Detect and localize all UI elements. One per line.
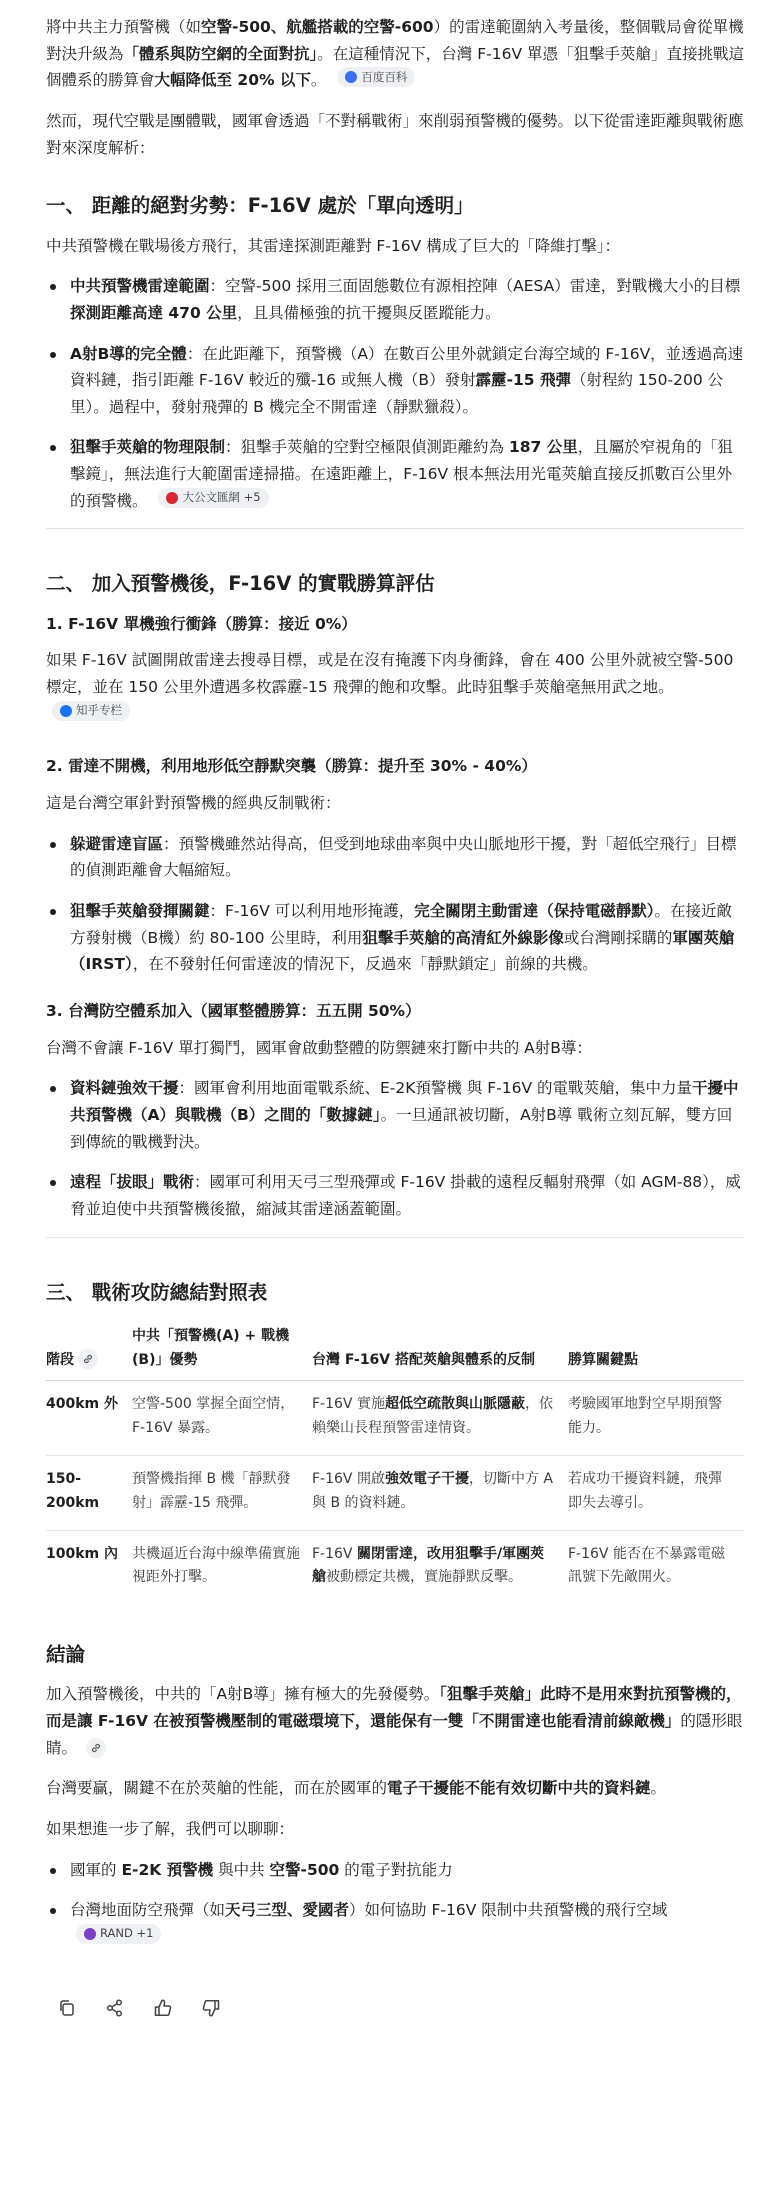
- section-3-title: 三、 戰術攻防總結對照表: [46, 1280, 268, 1304]
- link-icon[interactable]: [86, 1738, 106, 1758]
- conclusion-paragraph-3: 如果想進一步了解，我們可以聊聊：: [46, 1820, 295, 1838]
- section-1-title: 一、 距離的絕對劣勢：F-16V 處於「單向透明」: [46, 194, 474, 218]
- source-chip-takungpao[interactable]: 大公文匯網 +5: [158, 488, 268, 508]
- table-cell: 預警機指揮 B 機「靜默發射」霹靂-15 飛彈。: [132, 1455, 312, 1530]
- section-1-lead: 中共預警機在戰場後方飛行，其雷達探測距離對 F-16V 構成了巨大的「降維打擊」：: [46, 236, 620, 255]
- source-chip-zhihu[interactable]: 知乎专栏: [52, 701, 130, 721]
- link-icon[interactable]: [78, 1349, 98, 1369]
- table-cell: F-16V 能否在不暴露電磁訊號下先敵開火。: [568, 1545, 725, 1586]
- share-icon[interactable]: [104, 1997, 126, 2019]
- section-2-paragraph-1: 如果 F-16V 試圖開啟雷達去搜尋目標，或是在沒有掩護下肉身衝鋒，會在 400 公里外就被空警-500 標定，並在 150 公里外遭遇多枚霹靂-15 飛彈的飽和攻擊。此時狙擊手莢艙毫無用武之地。 知乎专栏: [46, 647, 744, 727]
- section-2-paragraph-3: 台灣不會讓 F-16V 單打獨鬥，國軍會啟動整體的防禦鏈來打斷中共的 A射B導：: [46, 1038, 592, 1057]
- table-header-cell: 勝算關鍵點: [568, 1319, 744, 1381]
- table-row: [46, 1455, 744, 1530]
- table-cell: F-16V 關閉雷達，改用狙擊手/軍團莢艙被動標定共機，實施靜默反擊。: [312, 1545, 545, 1586]
- section-2-subheading-1: 1. F-16V 單機強行衝鋒（勝算：接近 0%）: [46, 614, 357, 633]
- conclusion-paragraph-2: 台灣要贏，關鍵不在於莢艙的性能，而在於國軍的電子干擾能不能有效切斷中共的資料鏈。: [46, 1779, 667, 1798]
- rand-icon: [84, 1928, 96, 1940]
- list-item: A射B導的完全體：在此距離下，預警機（A）在數百公里外就鎖定台海空域的 F-16V，並透過高速資料鏈，指引距離 F-16V 較近的殲-16 或無人機（B）發射霹靂-15 飛彈（射程約 150-200 公里）。過程中，發射飛彈的 B 機完全不開雷達（靜默獵殺）。: [46, 341, 744, 421]
- table-cell: 考驗國軍地對空早期預警能力。: [568, 1381, 744, 1456]
- copy-icon[interactable]: [56, 1997, 78, 2019]
- baidu-icon: [345, 71, 357, 83]
- intro-paragraph-2: 然而，現代空戰是團體戰，國軍會透過「不對稱戰術」來削弱預警機的優勢。以下從雷達距離與戰術應對來深度解析：: [46, 111, 744, 157]
- thumbs-down-icon[interactable]: [200, 1997, 222, 2019]
- table-cell: 共機逼近台海中線準備實施視距外打擊。: [132, 1545, 300, 1586]
- zhihu-icon: [60, 705, 72, 717]
- takungpao-icon: [166, 492, 178, 504]
- source-chip-baidu[interactable]: 百度百科: [337, 67, 415, 87]
- list-item: 遠程「拔眼」戰術：國軍可利用天弓三型飛彈或 F-16V 掛載的遠程反輻射飛彈（如 AGM-88），威脅並迫使中共預警機後撤，縮減其雷達涵蓋範圍。: [46, 1169, 744, 1222]
- section-1-list: [46, 273, 744, 514]
- list-item: 國軍的 E-2K 預警機 與中共 空警-500 的電子對抗能力: [46, 1857, 744, 1884]
- intro-paragraph-1: 將中共主力預警機（如空警-500、航艦搭載的空警-600）的雷達範圍納入考量後，整個戰局會從單機對決升級為「體系與防空網的全面對抗」。在這種情況下，台灣 F-16V 單憑「狙擊手莢艙」直接挑戰這個體系的勝算會大幅降低至 20% 以下。 百度百科: [46, 18, 744, 90]
- summary-table: [46, 1319, 744, 1604]
- section-2-subheading-2: 2. 雷達不開機，利用地形低空靜默突襲（勝算：提升至 30% - 40%）: [46, 757, 537, 776]
- table-cell: 空警-500 掌握全面空情，F-16V 暴露。: [132, 1381, 312, 1456]
- table-row: [46, 1530, 744, 1604]
- divider: [46, 528, 744, 529]
- response-actions: [46, 1997, 744, 2019]
- conclusion-paragraph-1: 加入預警機後，中共的「A射B導」擁有極大的先發優勢。「狙擊手莢艙」此時不是用來對抗預警機的，而是讓 F-16V 在被預警機壓制的電磁環境下，還能保有一雙「不開雷達也能看清前線敵機」的隱形眼睛。: [46, 1685, 743, 1757]
- divider: [46, 1237, 744, 1238]
- section-2-subheading-3: 3. 台灣防空體系加入（國軍整體勝算：五五開 50%）: [46, 1001, 421, 1020]
- conclusion-title: 結論: [46, 1643, 86, 1667]
- table-header-cell: 台灣 F-16V 搭配莢艙與體系的反制: [312, 1319, 568, 1381]
- section-2-list-2: [46, 1075, 744, 1222]
- table-cell: 100km 內: [46, 1545, 118, 1562]
- table-cell: F-16V 開啟強效電子干擾，切斷中方 A 與 B 的資料鏈。: [312, 1455, 568, 1530]
- thumbs-up-icon[interactable]: [152, 1997, 174, 2019]
- list-item: 躲避雷達盲區：預警機雖然站得高，但受到地球曲率與中央山脈地形干擾，對「超低空飛行」目標的偵測距離會大幅縮短。: [46, 831, 744, 884]
- table-cell: 若成功干擾資料鏈，飛彈即失去導引。: [568, 1455, 744, 1530]
- section-2-paragraph-2: 這是台灣空軍針對預警機的經典反制戰術：: [46, 793, 341, 812]
- section-2-list-1: [46, 831, 744, 978]
- list-item: 中共預警機雷達範圍：空警-500 採用三面固態數位有源相控陣（AESA）雷達，對戰機大小的目標探測距離高達 470 公里，且具備極強的抗干擾與反匿蹤能力。: [46, 273, 744, 326]
- list-item: 資料鏈強效干擾：國軍會利用地面電戰系統、E-2K預警機 與 F-16V 的電戰莢艙，集中力量干擾中共預警機（A）與戰機（B）之間的「數據鏈」。一旦通訊被切斷，A射B導 戰術立刻瓦解，雙方回到傳統的戰機對決。: [46, 1075, 744, 1155]
- conclusion-list: [46, 1857, 744, 1951]
- list-item: 狙擊手莢艙發揮關鍵：F-16V 可以利用地形掩護，完全關閉主動雷達（保持電磁靜默）。在接近敵方發射機（B機）約 80-100 公里時，利用狙擊手莢艙的高清紅外線影像或台灣剛採購的軍團莢艙（IRST），在不發射任何雷達波的情況下，反過來「靜默鎖定」前線的共機。: [46, 898, 744, 978]
- table-cell: F-16V 實施超低空疏散與山脈隱蔽，依賴樂山長程預警雷達情資。: [312, 1381, 568, 1456]
- table-cell: 400km 外: [46, 1381, 132, 1456]
- list-item: 台灣地面防空飛彈（如天弓三型、愛國者）如何協助 F-16V 限制中共預警機的飛行空域 RAND +1: [46, 1897, 744, 1950]
- table-cell: 150-200km: [46, 1455, 132, 1530]
- source-chip-rand[interactable]: RAND +1: [76, 1924, 161, 1944]
- table-header-cell: 中共「預警機(A) + 戰機(B)」優勢: [132, 1319, 312, 1381]
- table-row: [46, 1381, 744, 1456]
- table-header-cell: 階段: [46, 1319, 132, 1381]
- section-2-title: 二、 加入預警機後，F-16V 的實戰勝算評估: [46, 572, 435, 596]
- table-header-row: [46, 1319, 744, 1381]
- list-item: 狙擊手莢艙的物理限制：狙擊手莢艙的空對空極限偵測距離約為 187 公里，且屬於窄視角的「狙擊鏡」，無法進行大範圍雷達掃描。在遠距離上，F-16V 根本無法用光電莢艙直接反抓數百公里外的預警機。 大公文匯網 +5: [46, 434, 744, 514]
